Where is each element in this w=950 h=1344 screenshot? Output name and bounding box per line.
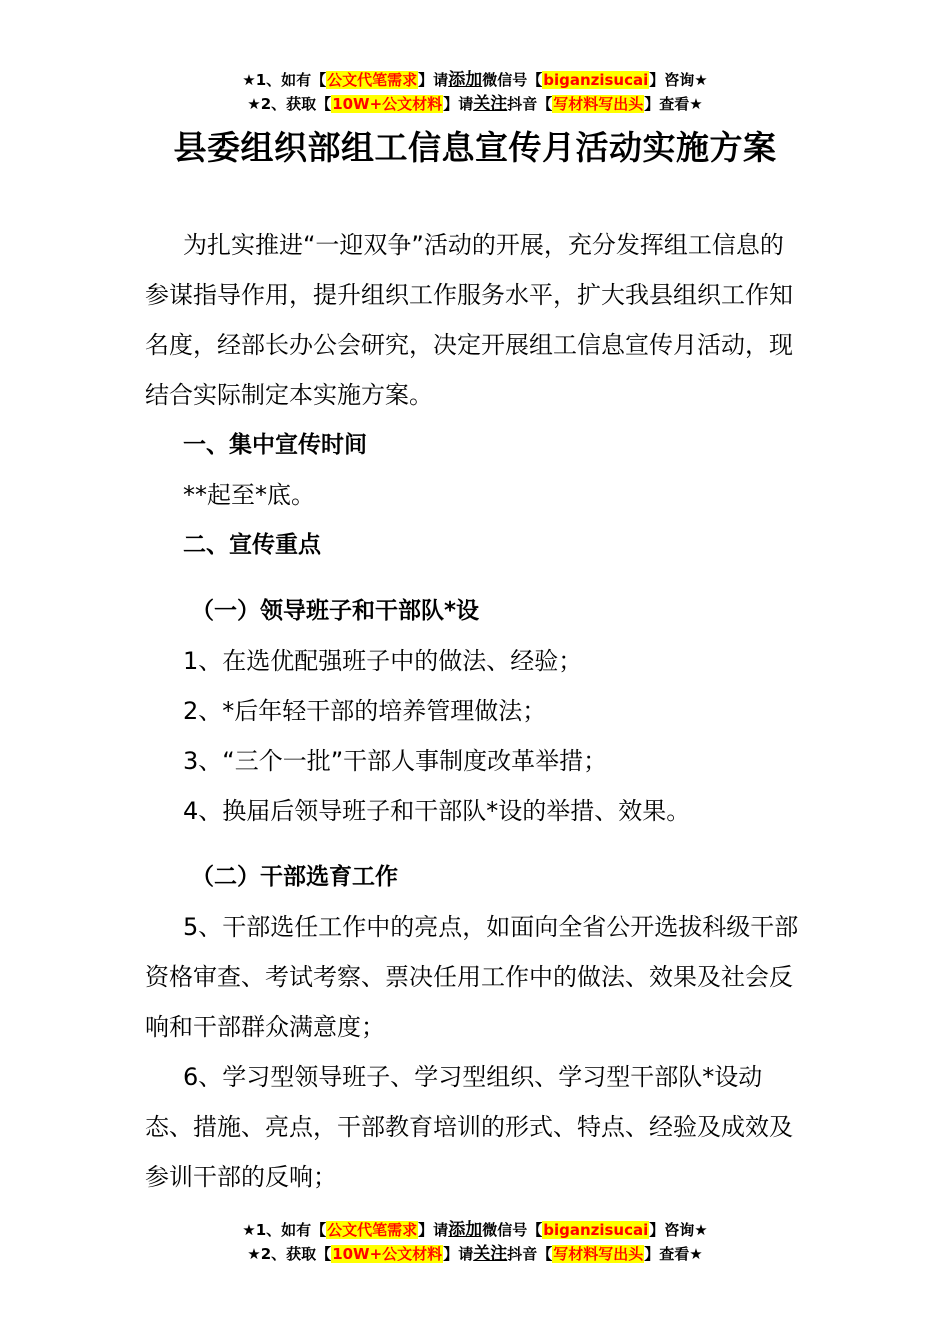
banner-text: 微信号【	[482, 71, 543, 89]
subsection-heading: （一）领导班子和干部队*设	[191, 598, 480, 624]
banner-line-2	[0, 1242, 950, 1266]
list-item: 5、干部选任工作中的亮点，如面向全省公开选拔科级干部资格审查、考试考察、票决任用工作中的做法、效果及社会反响和干部群众满意度；	[145, 913, 799, 1041]
footer-banner	[0, 1218, 950, 1266]
banner-highlight: 公文代笔需求	[327, 71, 418, 89]
document-title: 县委组织部组工信息宣传月活动实施方案	[173, 128, 777, 167]
list-item: 3、“三个一批”干部人事制度改革举措；	[183, 747, 608, 775]
banner-wechat-id: biganzisucai	[543, 71, 649, 89]
banner-wechat-id: biganzisucai	[543, 1221, 649, 1239]
section-heading: 二、宣传重点	[183, 532, 321, 558]
section-text: **起至*底。	[183, 481, 315, 509]
banner-text: 】查看★	[644, 1245, 703, 1263]
list-item: 6、学习型领导班子、学习型组织、学习型干部队*设动态、措施、亮点，干部教育培训的形式、特点、经验及成效及参训干部的反响；	[145, 1063, 793, 1191]
list-item: 1、在选优配强班子中的做法、经验；	[183, 647, 583, 675]
banner-douyin-id: 写材料写出头	[553, 1245, 644, 1263]
banner-text: 】请	[418, 71, 449, 89]
banner-emphasis: 关注	[473, 94, 508, 114]
banner-text: 】咨询★	[649, 71, 708, 89]
document-body	[145, 220, 805, 1202]
intro-paragraph: 为扎实推进“一迎双争”活动的开展，充分发挥组工信息的参谋指导作用，提升组织工作服务水平，扩大我县组织工作知名度，经部长办公会研究，决定开展组工信息宣传月活动，现结合实际制定本实施方案。	[145, 231, 793, 409]
subsection-heading: （二）干部选育工作	[191, 864, 398, 890]
banner-emphasis: 添加	[448, 70, 483, 90]
section-heading: 一、集中宣传时间	[183, 432, 367, 458]
banner-line-1	[0, 68, 950, 92]
banner-text: 】请	[443, 1245, 474, 1263]
banner-line-2	[0, 92, 950, 116]
banner-text: ★1、如有【	[242, 1221, 327, 1239]
list-item: 4、换届后领导班子和干部队*设的举措、效果。	[183, 797, 691, 825]
banner-text: ★2、获取【	[247, 1245, 332, 1263]
banner-line-1	[0, 1218, 950, 1242]
banner-highlight: 10W+公文材料	[332, 95, 443, 113]
banner-text: 】请	[418, 1221, 449, 1239]
banner-text: 抖音【	[507, 1245, 553, 1263]
banner-text: 】咨询★	[649, 1221, 708, 1239]
banner-text: 】请	[443, 95, 474, 113]
banner-emphasis: 添加	[448, 1220, 483, 1240]
banner-highlight: 10W+公文材料	[332, 1245, 443, 1263]
banner-text: ★2、获取【	[247, 95, 332, 113]
banner-highlight: 公文代笔需求	[327, 1221, 418, 1239]
header-banner	[0, 68, 950, 116]
banner-text: 】查看★	[644, 95, 703, 113]
banner-text: 微信号【	[482, 1221, 543, 1239]
banner-text: 抖音【	[507, 95, 553, 113]
list-item: 2、*后年轻干部的培养管理做法；	[183, 697, 547, 725]
banner-text: ★1、如有【	[242, 71, 327, 89]
banner-emphasis: 关注	[473, 1244, 508, 1264]
banner-douyin-id: 写材料写出头	[553, 95, 644, 113]
